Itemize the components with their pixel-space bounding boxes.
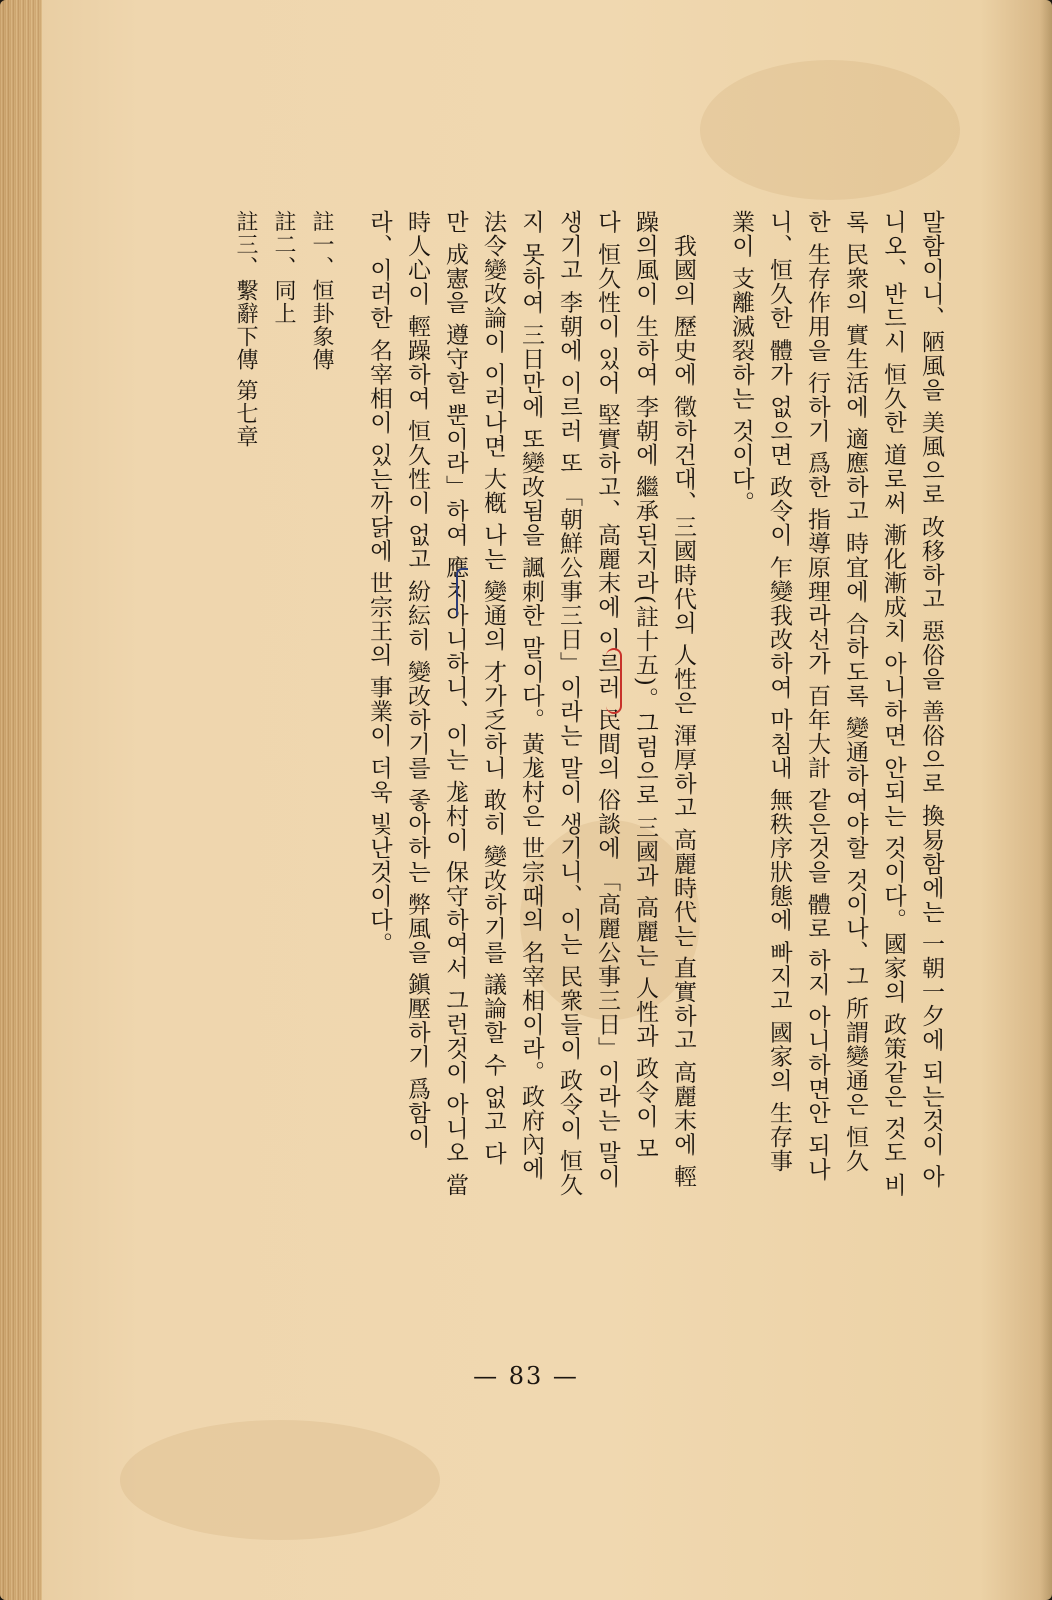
blue-bracket-mark: [456, 568, 468, 616]
footnote-line: 註二、同上: [271, 210, 296, 325]
text-line: 다 恒久性이 있어 堅實하고、高麗末에 이르러 民間의 俗談에 「高麗公事三日」이라는 말이: [594, 210, 620, 1189]
footnote-line: 註三、繫辭下傳 第七章: [233, 210, 258, 448]
text-line: 라、이러한 名宰相이 있는까닭에 世宗王의 事業이 더욱 빛난것이다。: [366, 210, 392, 956]
text-line: 록 民衆의 實生活에 適應하고 時宜에 合하도록 變通하여야할 것이나、그 所謂變通은 恒久: [842, 210, 868, 1173]
text-line: 니오、반드시 恒久한 道로써 漸化漸成치 아니하면 안되는 것이다。國家의 政策같은 것도 비: [880, 210, 906, 1197]
page-number: — 83 —: [473, 1362, 579, 1390]
text-line: 我國의 歷史에 徵하건대、三國時代의 人性은 渾厚하고 高麗時代는 直實하고 高麗末에 輕: [670, 234, 696, 1189]
page-edge: [0, 0, 42, 1600]
footnote-line: 註一、恒卦象傳: [309, 210, 334, 371]
paper-stain: [120, 1420, 440, 1540]
text-line: 業이 支離滅裂하는 것이다。: [728, 210, 754, 515]
text-line: 한 生存作用을 行하기 爲한 指導原理라선가 百年大計 같은것을 體로 하지 아니하면안 되나: [804, 210, 830, 1182]
text-line: 時人心이 輕躁하여 恒久性이 없고 紛紜히 變改하기를 좋아하는 弊風을 鎭壓하기 爲함이: [404, 210, 430, 1149]
paper-stain: [700, 60, 960, 200]
text-line: 말함이니、陋風을 美風으로 改移하고 惡俗을 善俗으로 換易함에는 一朝一夕에 되는것이 아: [918, 210, 944, 1189]
text-line: 생기고 李朝에 이르러 또 「朝鮮公事三日」이라는 말이 생기니、이는 民衆들이 政令이 恒久: [556, 210, 582, 1197]
text-line: 만 成憲을 遵守할 뿐이라」하여 應치아니하니、이는 尨村이 保守하여서 그런것이 아니오 當: [442, 210, 468, 1197]
text-line: 躁의風이 生하여 李朝에 繼承된지라(註十五)。그럼으로 三國과 高麗는 人性과 政令이 모: [632, 210, 658, 1161]
text-line: 지 못하여 三日만에 또變改됨을 諷刺한 말이다。黃尨村은 世宗때의 名宰相이라。政府內에: [518, 210, 544, 1181]
red-bracket-mark: [606, 648, 622, 714]
text-line: 니、恒久한 體가 없으면 政令이 乍變我改하여 마침내 無秩序狀態에 빠지고 國家의 生存事: [766, 210, 792, 1173]
main-text: [180, 210, 950, 1350]
text-line: 法令變改論이 이러나면 大槪 나는 變通의 才가乏하니 敢히 變改하기를 議論할 수 없고 다: [480, 210, 506, 1166]
